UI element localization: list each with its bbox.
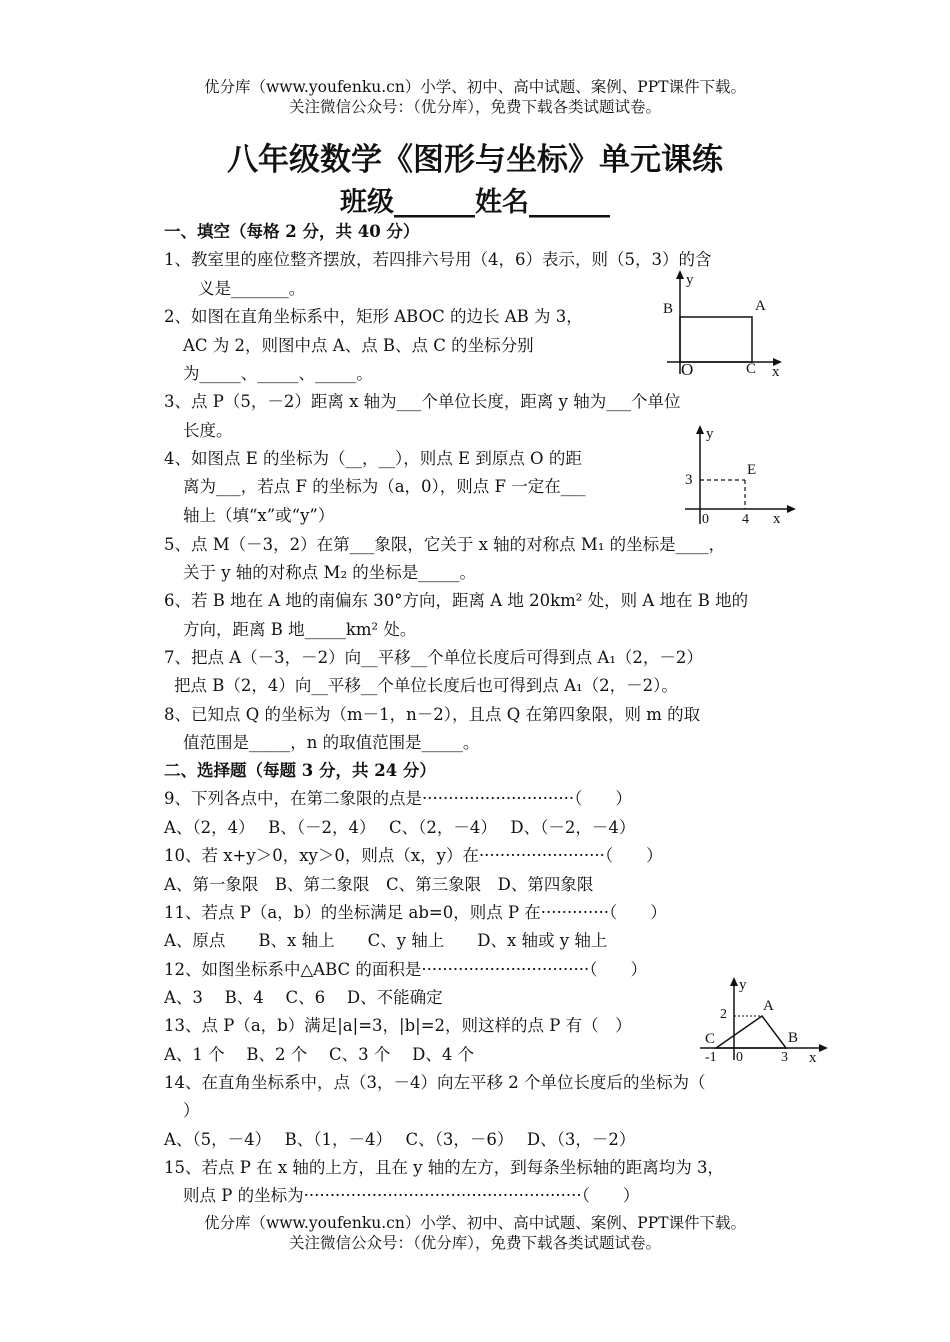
- q5-line1: 5、点 M（－3，2）在第___象限，它关于 x 轴的对称点 M₁ 的坐标是____，: [164, 535, 726, 554]
- fig2-x-tick: 4: [742, 512, 749, 527]
- fig2-x-label: x: [773, 511, 781, 527]
- fig3-x-label: x: [809, 1050, 817, 1066]
- fig2-label-e: E: [747, 462, 757, 478]
- q9-options: A、（2，4） B、（－2，4） C、（2，－4） D、（－2，－4）: [164, 818, 636, 837]
- fig3-x-arrow: [819, 1044, 828, 1052]
- fig3-y-arrow: [730, 977, 738, 986]
- fig2-y-arrow: [696, 425, 704, 434]
- q14-stem-line1: 14、在直角坐标系中，点（3，－4）向左平移 2 个单位长度后的坐标为（: [164, 1073, 706, 1092]
- q8-line1: 8、已知点 Q 的坐标为（m－1，n－2），且点 Q 在第四象限，则 m 的取: [164, 705, 701, 724]
- q15-stem-line2: 则点 P 的坐标为·····················································（ ）: [183, 1186, 640, 1205]
- class-name-line: 班级______姓名______: [340, 187, 610, 218]
- q4-line3: 轴上（填“x”或“y”）: [183, 506, 335, 525]
- page-header-line1: 优分库（www.youfenku.cn）小学、初中、高中试题、案例、PPT课件下载。: [203, 78, 747, 96]
- section1-heading: 一、填空（每格 2 分，共 40 分）: [164, 222, 420, 241]
- q10-options: A、第一象限 B、第二象限 C、第三象限 D、第四象限: [164, 875, 594, 894]
- figure-rectangle-aboc: [655, 266, 790, 381]
- q11-options: A、原点 B、x 轴上 C、y 轴上 D、x 轴或 y 轴上: [164, 931, 608, 950]
- q6-line1: 6、若 B 地在 A 地的南偏东 30°方向，距离 A 地 20km² 处，则 A 地在 B 地的: [164, 591, 749, 610]
- q5-line2: 关于 y 轴的对称点 M₂ 的坐标是_____。: [183, 563, 477, 582]
- q7-line1: 7、把点 A（－3，－2）向__平移__个单位长度后可得到点 A₁（2，－2）: [164, 648, 703, 667]
- page-title: 八年级数学《图形与坐标》单元课练: [227, 142, 723, 178]
- q10-stem: 10、若 x+y＞0，xy＞0，则点（x，y）在························（ ）: [164, 846, 663, 865]
- fig3-origin: 0: [736, 1050, 743, 1065]
- figure-triangle-abc: [696, 972, 832, 1066]
- fig3-y-tick: 2: [720, 1007, 727, 1022]
- fig1-label-o: O: [681, 360, 694, 379]
- fig1-label-a: A: [755, 298, 766, 314]
- fig1-x-label: x: [772, 364, 780, 380]
- figure-point-e: [670, 420, 800, 530]
- q8-line2: 值范围是_____，n 的取值范围是_____。: [183, 733, 480, 752]
- fig3-x-tick: 3: [781, 1050, 788, 1065]
- q14-options: A、（5，－4） B、（1，－4） C、（3，－6） D、（3，－2）: [164, 1130, 636, 1149]
- q13-stem: 13、点 P（a，b）满足|a|=3，|b|=2，则这样的点 P 有（ ）: [164, 1016, 632, 1035]
- fig1-y-arrow: [676, 270, 684, 279]
- fig3-x-tick-neg: -1: [705, 1050, 717, 1065]
- fig2-x-arrow: [787, 505, 796, 513]
- q15-stem-line1: 15、若点 P 在 x 轴的上方，且在 y 轴的左方，到每条坐标轴的距离均为 3，: [164, 1158, 724, 1177]
- fig1-rectangle: [680, 317, 752, 362]
- q11-stem: 11、若点 P（a，b）的坐标满足 ab=0，则点 P 在·············（ ）: [164, 903, 667, 922]
- fig3-label-b: B: [788, 1030, 799, 1046]
- q2-line1: 2、如图在直角坐标系中，矩形 ABOC 的边长 AB 为 3，: [164, 307, 583, 326]
- q6-line2: 方向，距离 B 地_____km² 处。: [183, 620, 417, 639]
- fig3-y-label: y: [739, 977, 747, 993]
- q2-line2: AC 为 2，则图中点 A、点 B、点 C 的坐标分别: [183, 336, 534, 355]
- fig1-y-label: y: [686, 272, 694, 288]
- q3-line1: 3、点 P（5，－2）距离 x 轴为___个单位长度，距离 y 轴为___个单位: [164, 392, 681, 411]
- q12-stem: 12、如图坐标系中△ABC 的面积是································（ ）: [164, 960, 647, 979]
- q3-line2: 长度。: [183, 421, 233, 440]
- q12-options: A、3 B、4 C、6 D、不能确定: [164, 988, 443, 1007]
- q2-line3: 为_____、_____、_____。: [183, 364, 373, 383]
- fig2-origin: 0: [702, 512, 709, 527]
- fig2-y-tick: 3: [685, 472, 693, 488]
- fig3-label-c: C: [705, 1031, 716, 1047]
- q7-line2: 把点 B（2，4）向__平移__个单位长度后也可得到点 A₁（2，－2）。: [174, 676, 678, 695]
- section2-heading: 二、选择题（每题 3 分，共 24 分）: [164, 761, 436, 780]
- fig2-y-label: y: [706, 426, 714, 442]
- q1-line1: 1、教室里的座位整齐摆放，若四排六号用（4，6）表示，则（5，3）的含: [164, 250, 712, 269]
- q4-line2: 离为___，若点 F 的坐标为（a，0），则点 F 一定在___: [183, 477, 586, 496]
- q1-line2: 义是_______。: [198, 279, 306, 298]
- page-footer-line2: 关注微信公众号：（优分库），免费下载各类试题试卷。: [288, 1234, 661, 1252]
- q14-stem-line2: ）: [183, 1101, 200, 1120]
- fig1-label-c: C: [746, 361, 757, 377]
- fig1-label-b: B: [663, 301, 674, 317]
- page-footer-line1: 优分库（www.youfenku.cn）小学、初中、高中试题、案例、PPT课件下载。: [203, 1214, 747, 1232]
- q13-options: A、1 个 B、2 个 C、3 个 D、4 个: [164, 1045, 475, 1064]
- q9-stem: 9、下列各点中，在第二象限的点是·····························（ ）: [164, 789, 632, 808]
- page-header-line2: 关注微信公众号：（优分库），免费下载各类试题试卷。: [288, 98, 661, 116]
- q4-line1: 4、如图点 E 的坐标为（__，__），则点 E 到原点 O 的距: [164, 449, 582, 468]
- fig3-label-a: A: [763, 998, 774, 1014]
